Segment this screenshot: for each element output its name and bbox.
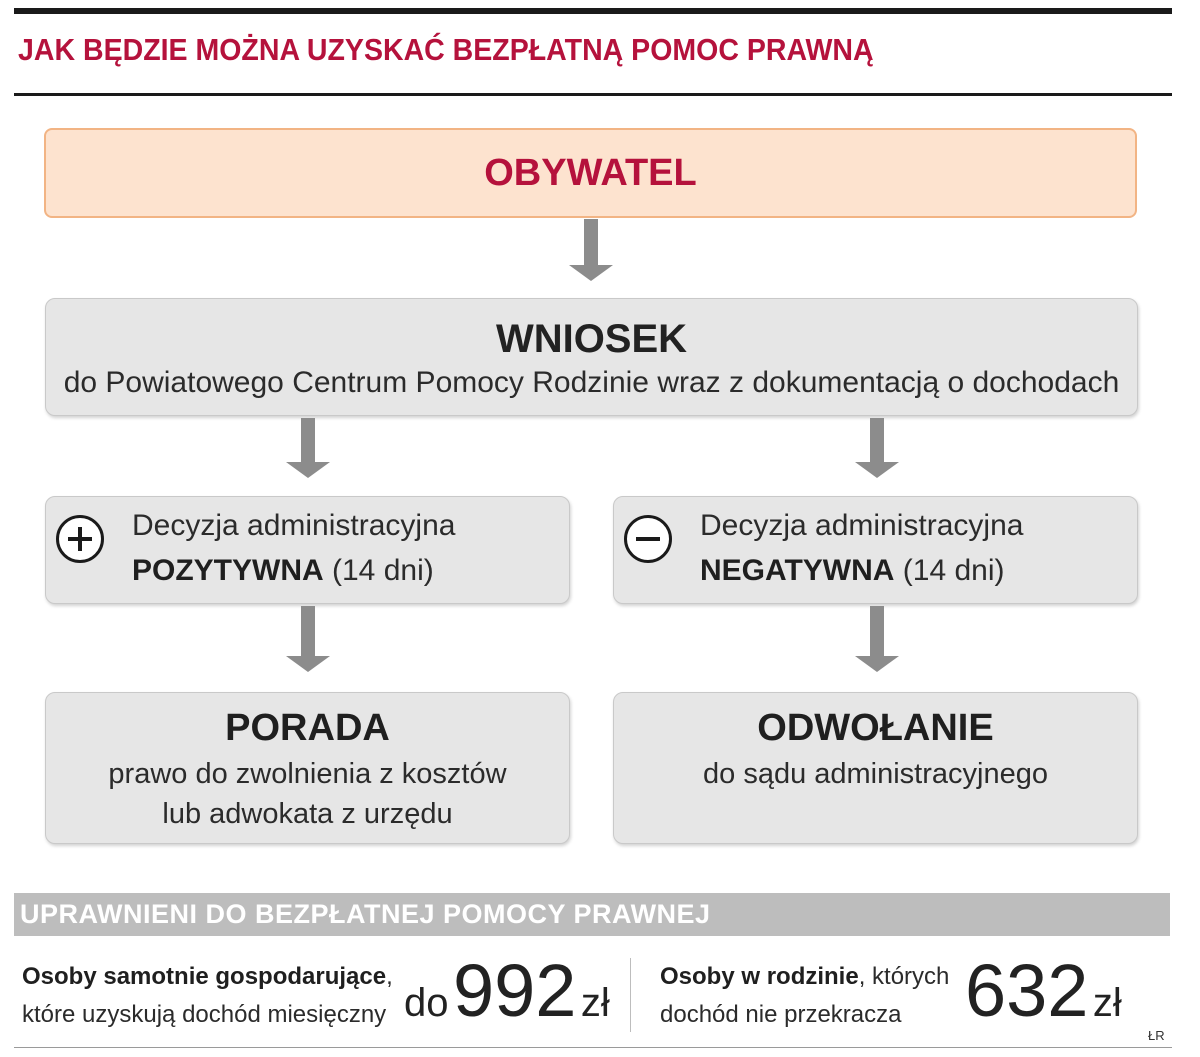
eligibility-heading: UPRAWNIENI DO BEZPŁATNEJ POMOCY PRAWNEJ [20,899,711,929]
negative-decision-term: (14 dni) [894,554,1005,587]
amount-currency: zł [1092,981,1122,1025]
plus-circle-icon [56,515,104,563]
family-persons-bold: Osoby w rodzinie [660,963,859,990]
amount-prefix: do [404,981,449,1025]
amount-value: 632 [965,949,1089,1032]
positive-decision-box [45,496,570,604]
family-persons-amount [965,948,1122,1033]
advice-line: prawo do zwolnienia z kosztów [108,758,507,790]
page-title: JAK BĘDZIE MOŻNA UZYSKAĆ BEZPŁATNĄ POMOC PRAWNĄ [18,32,874,67]
appeal-heading: ODWOŁANIE [757,707,994,749]
request-heading: WNIOSEK [495,317,688,361]
request-box [45,298,1138,416]
arrow-down-icon [855,606,899,672]
positive-decision-strong: POZYTYWNA [132,554,324,587]
arrow-down-icon [286,418,330,478]
citizen-label: OBYWATEL [484,151,697,194]
single-persons-line: które uzyskują dochód miesięczny [22,1001,387,1028]
positive-decision-label: Decyzja administracyjna [132,509,456,542]
author-credit: ŁR [1148,1028,1165,1043]
eligibility-band [14,893,1170,936]
negative-decision-label: Decyzja administracyjna [700,509,1024,542]
single-persons-bold: Osoby samotnie gospodarujące [22,963,387,990]
appeal-line: do sądu administracyjnego [703,758,1048,790]
positive-decision-term: (14 dni) [323,554,434,587]
amount-value: 992 [452,949,577,1032]
negative-decision-box [613,496,1138,604]
advice-heading: PORADA [225,707,390,749]
amount-currency: zł [580,981,610,1025]
negative-decision-result [700,554,1005,588]
arrow-down-icon [286,606,330,672]
advice-box [45,692,570,844]
advice-line: lub adwokata z urzędu [162,798,453,830]
request-detail: do Powiatowego Centrum Pomocy Rodzinie wraz z dokumentacją o dochodach [63,366,1120,399]
single-persons-amount [404,948,610,1033]
family-persons-line: dochód nie przekracza [660,1001,902,1028]
title-rule [14,93,1172,96]
family-persons-suffix: , których [858,963,950,990]
stat-divider [630,958,631,1032]
family-persons-text [660,958,949,1034]
minus-circle-icon [624,515,672,563]
positive-decision-result [132,554,434,588]
citizen-box [44,128,1137,218]
arrow-down-icon [855,418,899,478]
bottom-rule [14,1047,1172,1048]
arrow-down-icon [569,219,613,281]
appeal-box [613,692,1138,844]
negative-decision-strong: NEGATYWNA [700,554,895,587]
single-persons-text [22,958,393,1034]
single-persons-comma: , [386,963,393,990]
top-rule [14,8,1172,14]
